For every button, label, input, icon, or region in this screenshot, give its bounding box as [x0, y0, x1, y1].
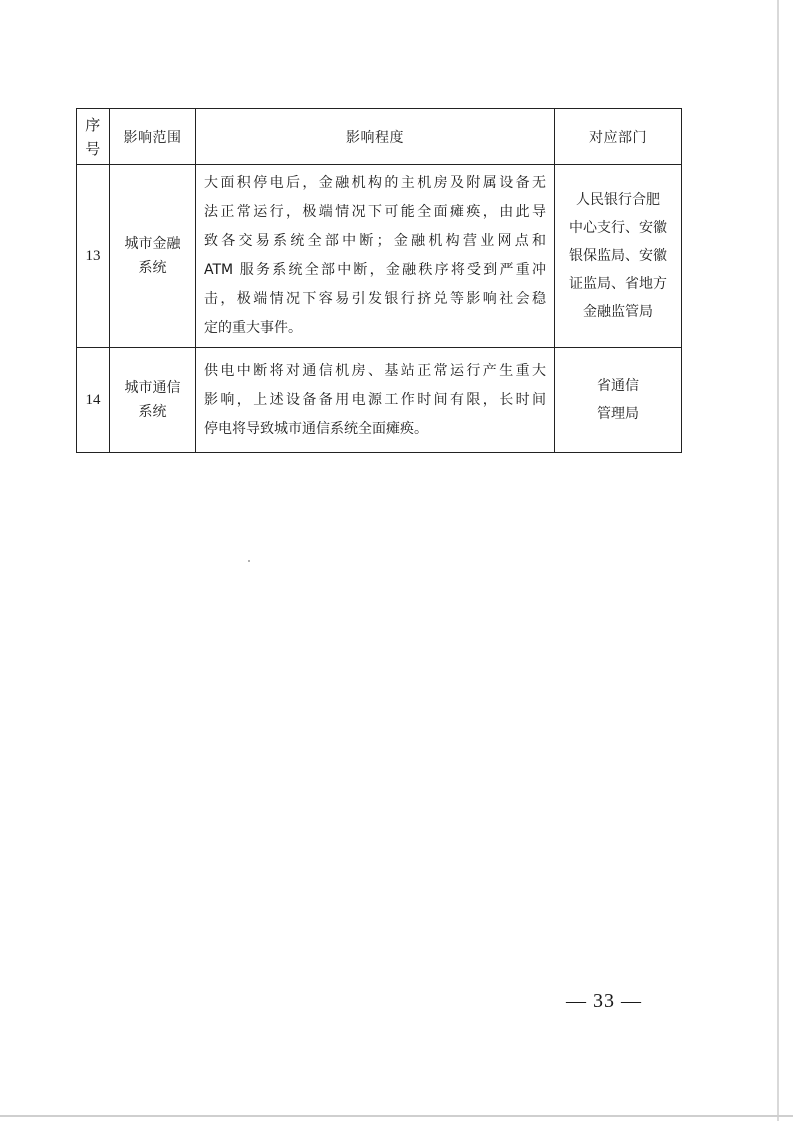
header-department: 对应部门 — [555, 109, 682, 165]
scan-speck — [248, 560, 250, 562]
department-line: 金融监管局 — [583, 304, 653, 320]
department-line: 银保监局、安徽 — [569, 248, 667, 264]
row-scope — [110, 165, 196, 348]
row-seq: 14 — [77, 348, 110, 453]
degree-line: 影响，上述设备备用电源工作时间有限，长时间 — [204, 391, 546, 408]
department-line: 中心支行、安徽 — [569, 220, 667, 236]
page-edge-right — [777, 0, 779, 1121]
degree-line: ATM 服务系统全部中断，金融秩序将受到严重冲 — [204, 262, 546, 278]
department-line: 人民银行合肥 — [576, 192, 660, 208]
page-edge-bottom — [0, 1115, 793, 1117]
department-line: 证监局、省地方 — [569, 276, 667, 292]
degree-line: 供电中断将对通信机房、基站正常运行产生重大 — [204, 362, 546, 379]
degree-line: 法正常运行，极端情况下可能全面瘫痪，由此导 — [204, 204, 546, 220]
row-scope — [110, 348, 196, 453]
table-row — [77, 348, 682, 453]
table-header-row — [77, 109, 682, 165]
degree-line: 定的重大事件。 — [204, 320, 302, 336]
degree-line: 停电将导致城市通信系统全面瘫痪。 — [204, 420, 428, 437]
department-line: 省通信 — [597, 378, 639, 394]
degree-line: 击，极端情况下容易引发银行挤兑等影响社会稳 — [204, 291, 546, 307]
row-department — [555, 165, 682, 348]
degree-line: 致各交易系统全部中断；金融机构营业网点和 — [204, 233, 546, 249]
scope-line: 城市通信 — [124, 380, 181, 396]
header-scope: 影响范围 — [110, 109, 196, 165]
page-number: — 33 — — [566, 990, 642, 1012]
impact-table — [76, 108, 682, 453]
department-line: 管理局 — [597, 406, 639, 422]
scope-line: 系统 — [138, 260, 167, 276]
header-seq-line1: 序 — [85, 115, 101, 134]
degree-line: 大面积停电后，金融机构的主机房及附属设备无 — [204, 175, 546, 191]
header-degree: 影响程度 — [196, 109, 555, 165]
row-department — [555, 348, 682, 453]
row-degree — [196, 165, 555, 348]
scope-line: 系统 — [138, 404, 167, 420]
table-row — [77, 165, 682, 348]
row-seq: 13 — [77, 165, 110, 348]
header-seq-line2: 号 — [85, 139, 101, 158]
header-seq — [77, 109, 110, 165]
scope-line: 城市金融 — [124, 236, 181, 252]
row-degree — [196, 348, 555, 453]
